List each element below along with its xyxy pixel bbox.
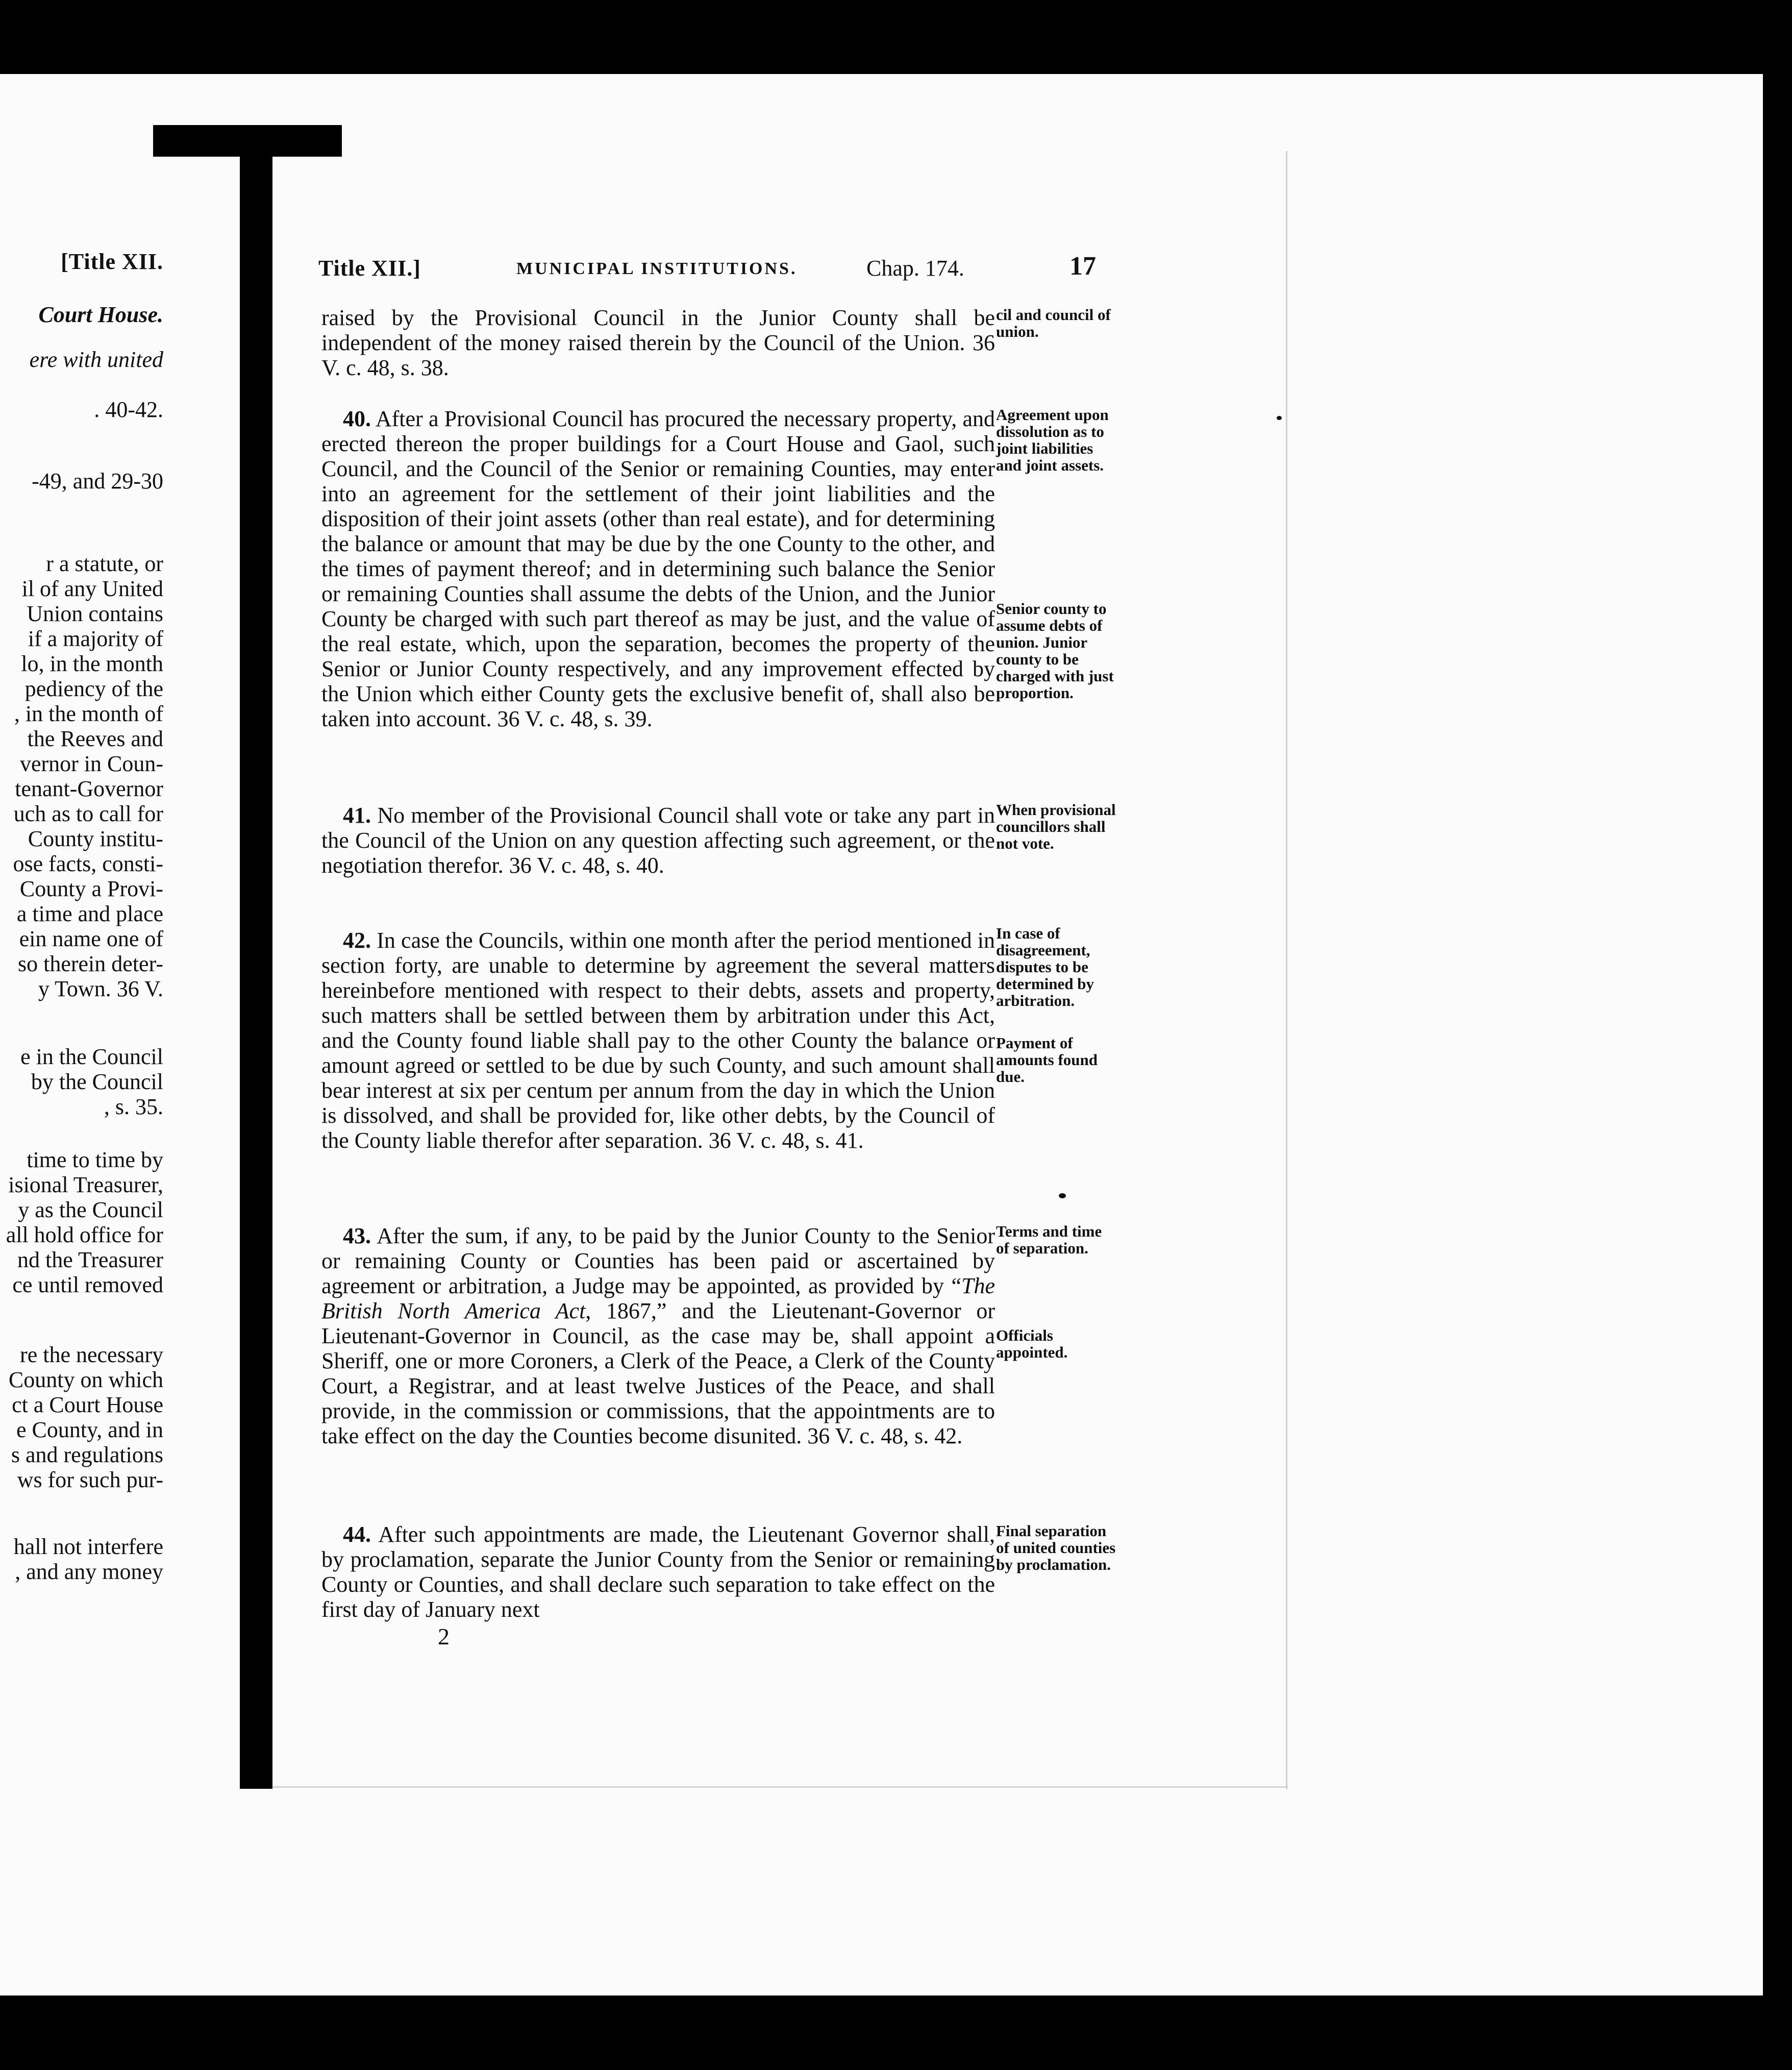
left-page-line: il of any United: [21, 576, 163, 601]
marginal-note: When provisional councillors shall not vote.: [996, 801, 1116, 852]
left-page-line: County institu-: [28, 826, 163, 851]
book-spine: [240, 153, 272, 1789]
scan-bottom-border: [0, 1995, 1792, 2070]
section-text: In case the Councils, within one month after the period mentioned in section forty, are unable to determine by agreement the several matters hereinbefore mentioned with respect to their debts, assets and property, such matters shall be settled between them by arbitration under this Act, and the County found liable shall pay to the other County the balance or amount agreed or settled to be due by such County, and such amount shall bear interest at six per centum per annum from the day in which the Union is dissolved, and shall be provided for, like other debts, by the Council of the County liable therefor after separation. 36 V. c. 48, s. 41.: [321, 928, 995, 1153]
left-page-line: y Town. 36 V.: [38, 976, 163, 1001]
left-page-line: e in the Council: [20, 1044, 163, 1069]
left-page-line: r a statute, or: [46, 551, 163, 576]
marginal-note: cil and council of union.: [996, 306, 1111, 340]
left-page-line: tenant-Governor: [15, 776, 163, 801]
running-head: [318, 252, 1096, 286]
left-page-line: ct a Court House: [12, 1392, 163, 1417]
left-page-line: County on which: [8, 1367, 163, 1392]
left-page-line: ein name one of: [19, 926, 163, 951]
left-page-line: pediency of the: [24, 676, 163, 701]
scan-top-border: [0, 0, 1792, 74]
left-page-line: the Reeves and: [27, 726, 163, 751]
marginal-note: Officials appointed.: [996, 1326, 1068, 1361]
left-page-line: Court House.: [38, 302, 163, 327]
left-page-line: , in the month of: [14, 701, 163, 726]
left-page-line: all hold office for: [6, 1222, 163, 1247]
page-number: 17: [1069, 252, 1096, 281]
running-head-center: MUNICIPAL INSTITUTIONS.: [516, 259, 798, 278]
left-page-line: , and any money: [15, 1559, 163, 1584]
section-number: 40.: [343, 406, 371, 431]
section-text: raised by the Provisional Council in the Junior County shall be independent of the money raised therein by the Council of the Union. 36 V. c. 48, s. 38.: [321, 305, 995, 380]
marginal-note: Payment of amounts found due.: [996, 1034, 1098, 1086]
section-text: No member of the Provisional Council shall vote or take any part in the Council of the Union on any question affecting such agreement, or the negotiation therefor. 36 V. c. 48, s. 40.: [321, 803, 995, 878]
left-page-fragment: [0, 153, 240, 1786]
left-page-line: s and regulations: [11, 1442, 163, 1467]
left-page-line: lo, in the month: [21, 651, 163, 676]
left-page-line: if a majority of: [28, 626, 163, 651]
section-number: 41.: [343, 803, 371, 828]
section-text: After a Provisional Council has procured the necessary property, and erected thereon the proper buildings for a Court House and Gaol, such Council, and the Council of the Senior or remaining Counties, may enter into an agreement for the settlement of their joint liabilities and the disposition of their joint assets (other than real estate), and for determining the balance or amount that may be due by the one County to the other, and the times of payment thereof; and in determining such balance the Senior or remaining Counties shall assume the debts of the Union, and the Junior County be charged with such part thereof as may be just, and the value of the real estate, which, upon the separation, becomes the property of the Senior or Junior County respectively, and any improvement effected by the Union which either County gets the exclusive benefit of, shall also be taken into account. 36 V. c. 48, s. 39.: [321, 406, 995, 731]
marginal-note: Senior county to assume debts of union. Junior county to be charged with just proportion.: [996, 600, 1114, 702]
left-page-line: so therein deter-: [18, 951, 163, 976]
section-44: [321, 1522, 995, 1622]
section-text: After the sum, if any, to be paid by the Junior County to the Senior or remaining County or Counties has been paid or ascertained by agreement or arbitration, a Judge may be appointed, as provided by “: [321, 1223, 995, 1298]
left-page-line: ce until removed: [12, 1272, 163, 1297]
signature-mark: 2: [438, 1623, 450, 1649]
left-page-line: isional Treasurer,: [8, 1172, 163, 1197]
section-text: After such appointments are made, the Lieutenant Governor shall, by proclamation, separate the Junior County from the Senior or remaining County or Counties, and shall declare such separation to take effect on the first day of January next: [321, 1522, 995, 1622]
section-number: 44.: [343, 1522, 371, 1547]
left-page-line: uch as to call for: [13, 801, 163, 826]
section-43: [321, 1223, 995, 1448]
left-page-line: , s. 35.: [104, 1094, 163, 1119]
left-page-line: . 40-42.: [94, 397, 163, 422]
section-continuation: [321, 305, 995, 380]
section-text: , 1867,” and the Lieutenant-Governor or Lieutenant-Governor in Council, as the case may be, shall appoint a Sheriff, one or more Coroners, a Clerk of the Peace, a Clerk of the County Court, a Registrar, and at least twelve Justices of the Peace, and shall provide, in the commission or commissions, that the appointments are to take effect on the day the Counties become disunited. 36 V. c. 48, s. 42.: [321, 1298, 995, 1448]
left-page-line: ere with united: [29, 347, 163, 372]
left-page-line: nd the Treasurer: [17, 1247, 163, 1272]
left-page-line: ws for such pur-: [17, 1467, 163, 1492]
marginal-note: Terms and time of separation.: [996, 1222, 1102, 1257]
left-page-header: [Title XII.: [61, 249, 163, 274]
page-right-edge: [1286, 151, 1287, 1789]
left-page-line: y as the Council: [18, 1197, 163, 1222]
marginal-note: Agreement upon dissolution as to joint liabilities and joint assets.: [996, 406, 1109, 474]
left-page-line: re the necessary: [20, 1342, 163, 1367]
marginal-note: Final separation of united counties by proclamation.: [996, 1522, 1116, 1573]
left-page-line: hall not interfere: [13, 1534, 163, 1559]
left-page-line: ose facts, consti-: [13, 851, 163, 876]
section-40: [321, 406, 995, 731]
section-number: 43.: [343, 1223, 371, 1248]
section-41: [321, 803, 995, 878]
scan-tab-mark: [153, 125, 342, 157]
scan-right-border: [1763, 0, 1792, 2070]
marginal-note: In case of disagreement, disputes to be determined by arbitration.: [996, 924, 1094, 1009]
left-page-line: time to time by: [27, 1147, 163, 1172]
running-head-title: Title XII.]: [318, 256, 421, 281]
left-page-line: County a Provi-: [19, 876, 163, 901]
act-title: The British North America Act: [321, 1273, 995, 1323]
left-page-line: vernor in Coun-: [19, 751, 163, 776]
scan-speck: [1277, 416, 1282, 420]
running-head-chapter: Chap. 174.: [866, 256, 964, 281]
left-page-line: by the Council: [31, 1069, 163, 1094]
left-page-line: e County, and in: [16, 1417, 163, 1442]
section-42: [321, 928, 995, 1153]
left-page-line: a time and place: [16, 901, 163, 926]
scan-speck: [1059, 1193, 1066, 1198]
left-page-line: -49, and 29-30: [32, 469, 163, 494]
left-page-line: Union contains: [27, 601, 163, 626]
section-number: 42.: [343, 928, 371, 953]
page-bottom-edge: [272, 1786, 1288, 1788]
